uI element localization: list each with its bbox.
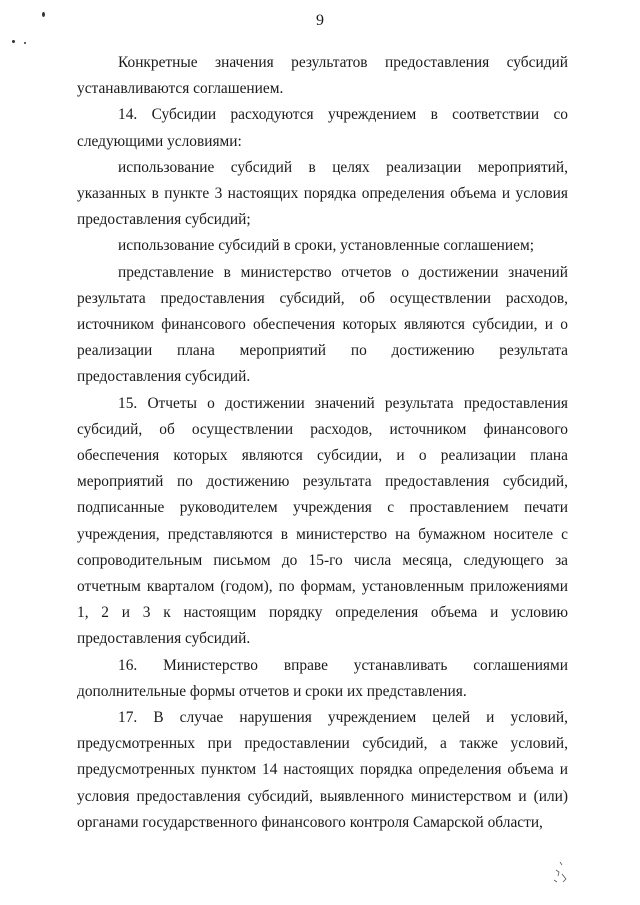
paragraph-14-heading: 14. Субсидии расходуются учреждением в соответствии со следующими условиями:	[77, 106, 568, 150]
document-body	[77, 50, 568, 836]
page-number: 9	[316, 12, 324, 29]
paragraph-results-values: Конкретные значения результатов предоставления субсидий устанавливаются соглашением.	[77, 54, 568, 98]
scan-mark	[546, 858, 576, 888]
paragraph-14-condition-purpose: использование субсидий в целях реализации мероприятий, указанных в пункте 3 настоящих порядка определения объема и условия предоставления субсидий;	[77, 158, 568, 229]
scan-speck	[12, 40, 15, 43]
paragraph-16-ministry: 16. Министерство вправе устанавливать соглашениями дополнительные формы отчетов и сроки их представления.	[77, 656, 568, 700]
paragraph-14-condition-reports: представление в министерство отчетов о достижении значений результата предоставления субсидий, об осуществлении расходов, источником финансового обеспечения которых являются субсидии, и о реализации плана мероприятий по достижению результата предоставления субсидий.	[77, 263, 568, 386]
paragraph-17-violations: 17. В случае нарушения учреждением целей и условий, предусмотренных при предоставлении субсидий, а также условий, предусмотренных пунктом 14 настоящих порядка определения объема и условия предоставления субсидий, выявленного министерством и (или) органами государственного финансового контроля Самарской области,	[77, 709, 568, 831]
scan-speck	[24, 42, 26, 44]
paragraph-15-reports: 15. Отчеты о достижении значений результата предоставления субсидий, об осуществлении расходов, источником финансового обеспечения которых являются субсидии, и о реализации плана мероприятий по достижению результата предоставления субсидий, подписанные руководителем учреждения с проставлением печати учреждения, представляются в министерство на бумажном носителе с сопроводительным письмом до 15-го числа месяца, следующего за отчетным кварталом (годом), по формам, установленным приложениями 1, 2 и 3 к настоящим порядку определения объема и условию предоставления субсидий.	[77, 394, 568, 648]
paragraph-14-condition-deadlines: использование субсидий в сроки, установленные соглашением;	[118, 237, 534, 255]
